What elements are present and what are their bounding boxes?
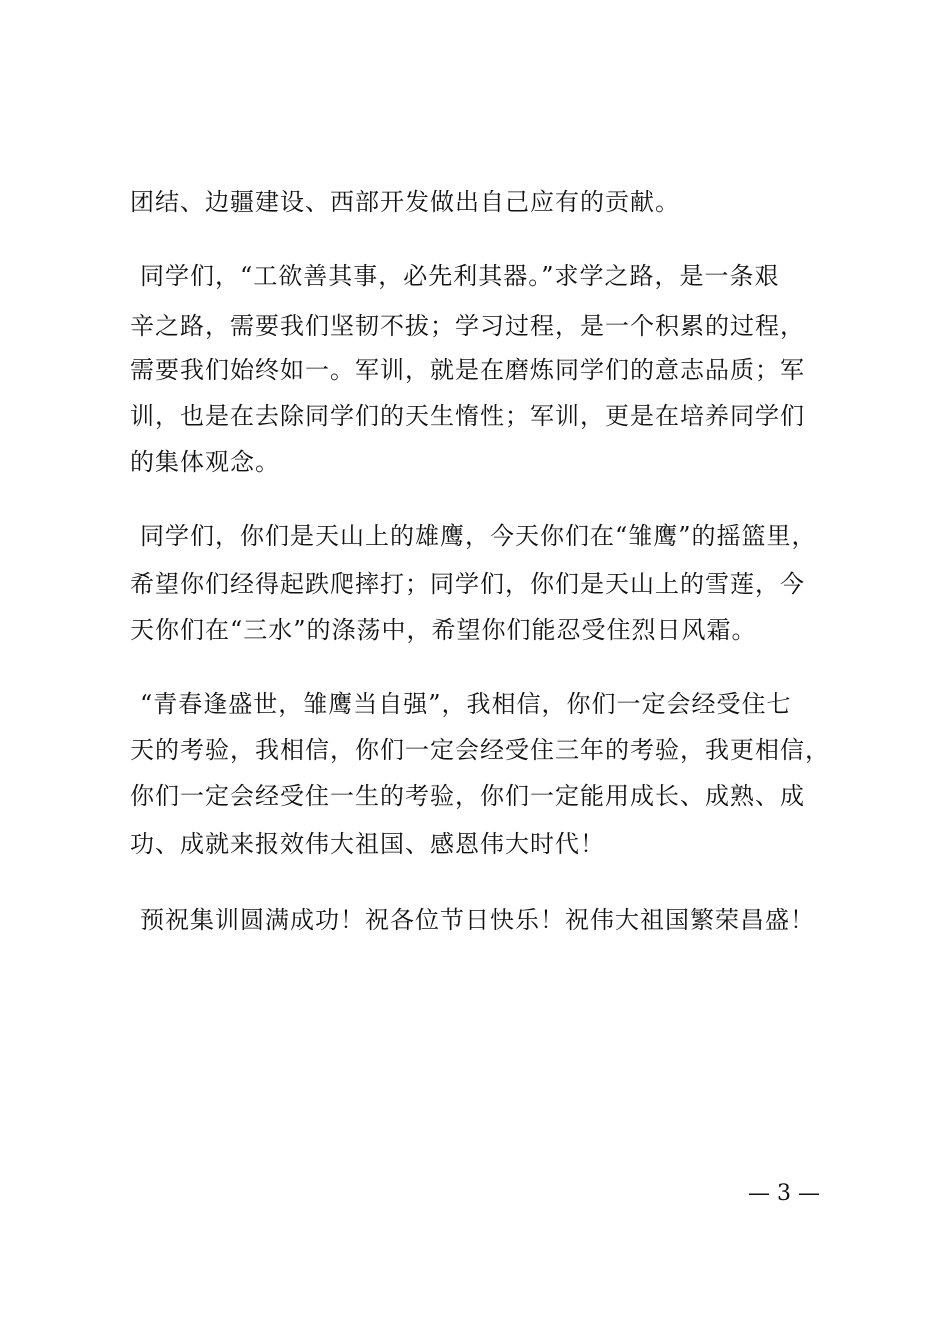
- paragraph-line: 同学们，“工欲善其事，必先利其器。”求学之路，是一条艰: [140, 262, 780, 290]
- paragraph-line: 天的考验，我相信，你们一定会经受住三年的考验，我更相信，: [130, 736, 830, 764]
- paragraph-line: 团结、边疆建设、西部开发做出自己应有的贡献。: [130, 188, 680, 216]
- paragraph-line: 天你们在“三水”的涤荡中，希望你们能忍受住烈日风霜。: [130, 616, 757, 644]
- paragraph-line: 你们一定会经受住一生的考验，你们一定能用成长、成熟、成: [130, 782, 805, 810]
- paragraph-line: 训，也是在去除同学们的天生惰性；军训，更是在培养同学们: [130, 402, 805, 430]
- paragraph-line: 的集体观念。: [130, 448, 280, 476]
- paragraph-line: 同学们，你们是天山上的雄鹰，今天你们在“雏鹰”的摇篮里，: [140, 522, 817, 550]
- paragraph-line: 功、成就来报效伟大祖国、感恩伟大时代！: [130, 830, 605, 858]
- paragraph-line: 辛之路，需要我们坚韧不拔；学习过程，是一个积累的过程，: [130, 312, 805, 340]
- paragraph-line: 需要我们始终如一。军训，就是在磨炼同学们的意志品质；军: [130, 356, 805, 384]
- paragraph-line: “青春逢盛世，雏鹰当自强”，我相信，你们一定会经受住七: [140, 690, 792, 718]
- paragraph-line: 预祝集训圆满成功！祝各位节日快乐！祝伟大祖国繁荣昌盛！: [140, 906, 815, 934]
- paragraph-line: 希望你们经得起跌爬摔打；同学们，你们是天山上的雪莲，今: [130, 570, 805, 598]
- page-number: — 3 —: [748, 1181, 820, 1206]
